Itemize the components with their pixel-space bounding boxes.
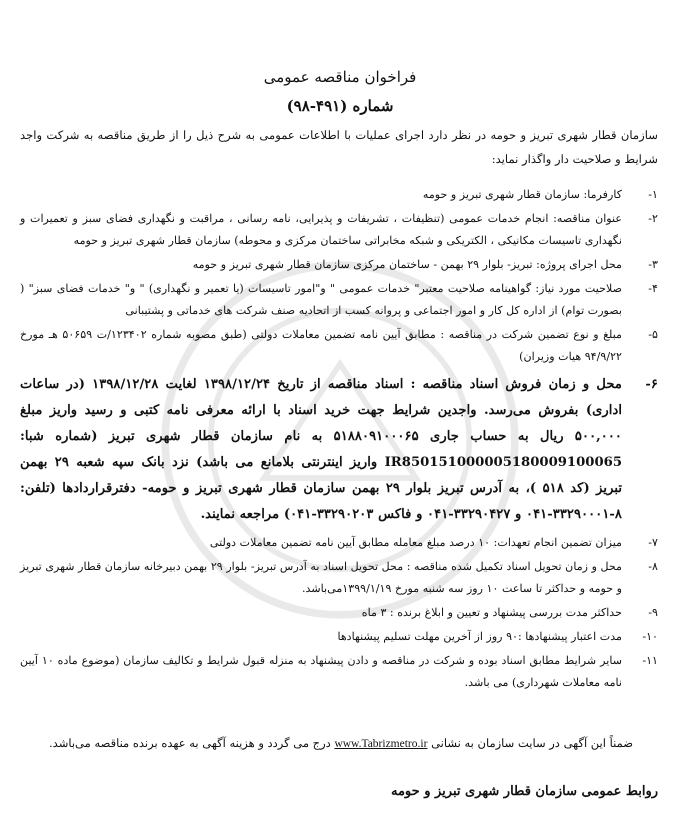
item-number: ۵- xyxy=(648,328,658,341)
website-link[interactable]: www.Tabrizmetro.ir xyxy=(334,738,428,750)
list-item xyxy=(20,278,658,322)
item-number: ۸- xyxy=(648,560,658,573)
notice-title: فراخوان مناقصه عمومی xyxy=(263,68,417,86)
notice-number: شماره (۴۹۱-۹۸) xyxy=(286,97,394,115)
list-item xyxy=(20,556,658,600)
list-item xyxy=(20,324,658,368)
footnote-text-before: ضمناً این آگهی در سایت سازمان به نشانی xyxy=(427,736,633,750)
item-number: ۹- xyxy=(648,606,658,619)
item-text: محل و زمان تحویل اسناد تکمیل شده مناقصه : محل تحویل اسناد به آدرس تبریز- بلوار ۲۹ بهمن دبیرخانه سازمان قطار شهری تبریز و حومه و حداکثر تا ساعت ۱۰ روز سه شنبه مورخ ۱۳۹۹/۱/۱۹می‌باشد. xyxy=(20,560,623,595)
list-item xyxy=(20,254,658,276)
item-number: ۴- xyxy=(648,282,658,295)
list-item xyxy=(20,650,658,694)
item-text: کارفرما: سازمان قطار شهری تبریز و حومه xyxy=(422,188,622,201)
item-number: ۱۱- xyxy=(642,654,658,667)
item-number: ۲- xyxy=(648,212,658,225)
item-text: عنوان مناقصه: انجام خدمات عمومی (تنظیفات ، تشریفات و پذیرایی، نامه رسانی ، مراقبت و نگهداری فضای سبز و تعمیرات و نگهداری تاسیسات مکانیکی ، الکتریکی و شبکه مخابراتی ساختمان مرکزی و محوطه) سازمان قطار شهری تبریز و حومه xyxy=(20,212,622,247)
item-number: ۳- xyxy=(648,258,658,271)
item-text: مبلغ و نوع تضمین شرکت در مناقصه : مطابق آیین نامه تضمین معاملات دولتی (طبق مصوبه شماره ۱۲۳۴۰۲/ت ۵۰۶۵۹ هـ مورخ ۹۴/۹/۲۲ هیات وزیران) xyxy=(20,328,622,363)
item-text: حداکثر مدت بررسی پیشنهاد و تعیین و ابلاغ برنده : ۳ ماه xyxy=(361,606,622,619)
item-number: ۶- xyxy=(645,377,658,392)
item-text: محل اجرای پروژه: تبریز- بلوار ۲۹ بهمن - ساختمان مرکزی سازمان قطار شهری تبریز و حومه xyxy=(192,258,622,271)
list-item xyxy=(20,184,658,206)
notice-intro: سازمان قطار شهری تبریز و حومه در نظر دارد اجرای عملیات با اطلاعات عمومی به شرح ذیل را از طریق مناقصه به شرکت واجد شرایط و صلاحیت دار واگذار نماید: xyxy=(20,128,658,166)
item-number: ۱۰- xyxy=(642,630,658,643)
item-text: محل و زمان فروش اسناد مناقصه : اسناد مناقصه از تاریخ ۱۳۹۸/۱۲/۲۴ لغایت ۱۳۹۸/۱۲/۲۸ (در ساعات اداری) بفروش می‌رسد. واجدین شرایط جهت خرید اسناد با ارائه معرفی نامه کتبی و رسید واریز مبلغ ۵۰۰,۰۰۰ ریال به حساب جاری ۵۱۸۸۰۹۱۰۰۰۶۵ به نام سازمان قطار شهری تبریز (شماره شبا: IR850151000005180009100065 واریز اینترنتی بلامانع می باشد) نزد بانک سپه شعبه ۲۹ بهمن تبریز (کد ۵۱۸ )، به آدرس تبریز بلوار ۲۹ بهمن سازمان قطار شهری تبریز و حومه- دفترقراردادها (تلفن: ۸-۳۳۲۹۰۰۰۱-۰۴۱ و ۳۳۲۹۰۴۲۷-۰۴۱ و فاکس ۳۳۲۹۰۲۰۳-۰۴۱) مراجعه نمایند. xyxy=(20,377,623,522)
footnote-text-after: درج می گردد و هزینه آگهی به عهده برنده مناقصه می‌باشد. xyxy=(49,736,335,750)
list-item xyxy=(20,208,658,252)
item-text: صلاحیت مورد نیاز: گواهینامه صلاحیت معتبر" خدمات عمومی " و"امور تاسیسات (یا تعمیر و نگهداری) " و" خدمات فضای سبز" ( بصورت توام) از اداره کل کار و امور اجتماعی و پروانه کسب از اتحادیه صنف شرکت های خدماتی و پشتیبانی xyxy=(20,282,622,317)
item-number: ۷- xyxy=(648,536,658,549)
list-item xyxy=(20,602,658,624)
signature: روابط عمومی سازمان قطار شهری تبریز و حومه xyxy=(390,784,658,799)
notice-items xyxy=(20,184,658,696)
list-item xyxy=(20,532,658,554)
item-text: سایر شرایط مطابق اسناد بوده و شرکت در مناقصه و دادن پیشنهاد به منزله قبول شرایط و تکالیف سازمان (موضوع ماده ۱۰ آیین نامه معاملات شهرداری) می باشد. xyxy=(20,654,622,689)
item-text: مدت اعتبار پیشنهادها :۹۰ روز از آخرین مهلت تسلیم پیشنهادها xyxy=(337,630,622,643)
item-text: میزان تضمین انجام تعهدات: ۱۰ درصد مبلغ معامله مطابق آیین نامه تضمین معاملات دولتی xyxy=(209,536,622,549)
website-footnote xyxy=(22,736,660,750)
item-number: ۱- xyxy=(648,188,658,201)
list-item-document-sale xyxy=(20,372,658,528)
list-item xyxy=(20,626,658,648)
